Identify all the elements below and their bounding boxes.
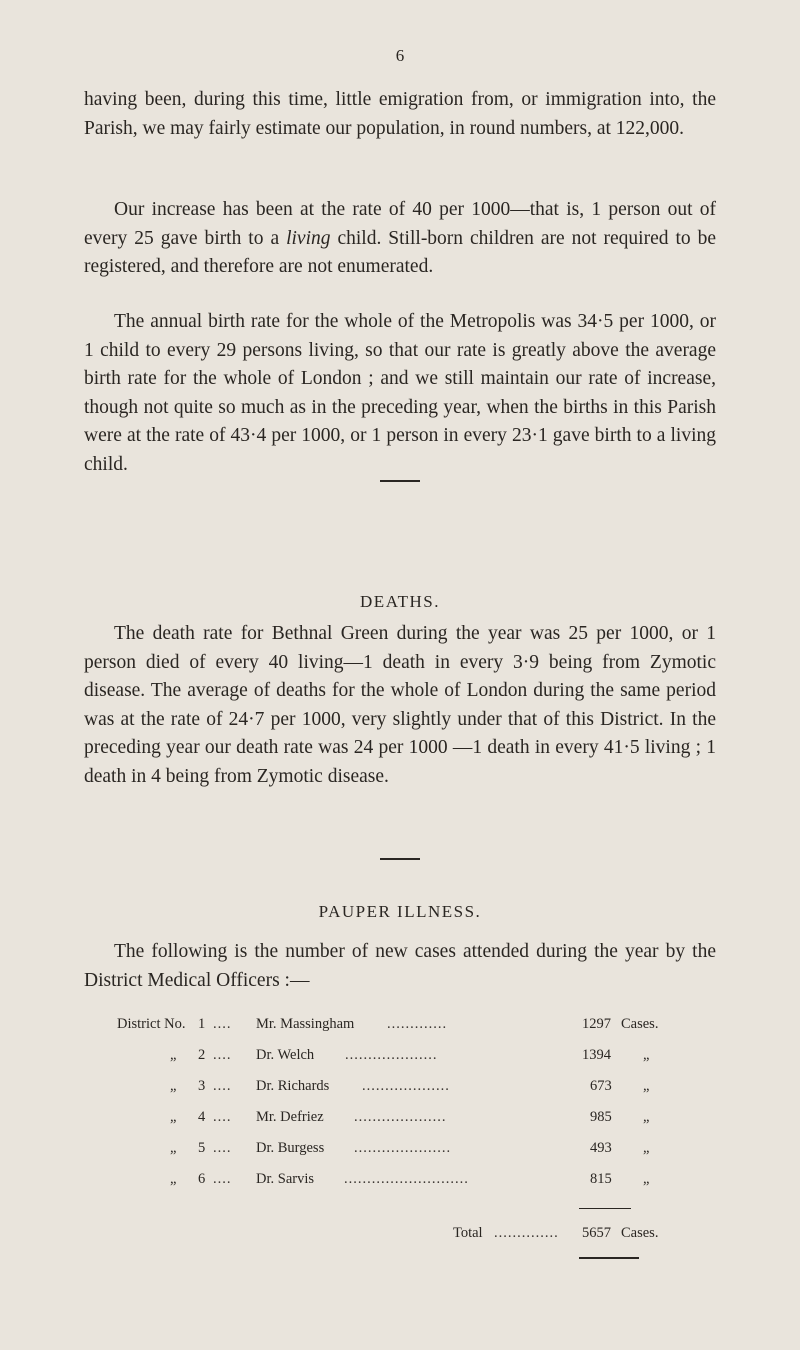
section-divider [380, 480, 420, 482]
district-number: 2 [198, 1047, 206, 1063]
leader-dots: ............. [387, 1016, 448, 1032]
table-row [0, 1109, 800, 1131]
officer-name: Mr. Defriez [256, 1109, 324, 1125]
total-case-count: 5657 [582, 1225, 611, 1241]
paragraph-increase-text-b: child. Still-born children are not required to be registered, and therefore are not enumerated. [84, 227, 716, 277]
leader-dots: ..................... [354, 1140, 452, 1156]
section-divider [380, 858, 420, 860]
total-label: Total [453, 1225, 483, 1241]
leader-dots: .... [213, 1047, 232, 1063]
leader-dots: .... [213, 1109, 232, 1125]
deaths-heading: DEATHS. [360, 592, 440, 611]
paragraph-increase-text-a: Our increase has been at the rate of 40 per 1000—that is, 1 person out of every 25 gave birth to a [84, 199, 716, 249]
leader-dots: .................... [354, 1109, 447, 1125]
paragraph-population: having been, during this time, little emigration from, or immigration into, the Parish, we may fairly estimate our population, in round numbers, at 122,000. [84, 89, 716, 139]
district-number: 5 [198, 1140, 206, 1156]
officer-name: Dr. Welch [256, 1047, 315, 1063]
officer-name: Mr. Massingham [256, 1016, 355, 1032]
page-number: 6 [395, 46, 405, 65]
paragraph-deaths: The death rate for Bethnal Green during the year was 25 per 1000, or 1 person died of every 40 living—1 death in every 3·9 being from Zymotic disease. The average of deaths for the whole of London during the same period was at the rate of 24·7 per 1000, very slightly under that of this District. In the preceding year our death rate was 24 per 1000 —1 death in every 41·5 living ; 1 death in 4 being from Zymotic disease. [84, 623, 716, 787]
ditto-mark: „ [170, 1140, 177, 1156]
case-unit: „ [643, 1140, 650, 1156]
leader-dots: .............. [494, 1225, 559, 1241]
paragraph-increase [84, 196, 716, 282]
leader-dots: .... [213, 1016, 232, 1032]
table-row [0, 1140, 800, 1162]
ditto-mark: „ [170, 1047, 177, 1063]
ditto-mark: „ [170, 1171, 177, 1187]
case-unit: „ [643, 1047, 650, 1063]
ditto-mark: „ [170, 1078, 177, 1094]
case-count: 493 [590, 1140, 612, 1156]
district-number: 3 [198, 1078, 206, 1094]
officer-name: Dr. Richards [256, 1078, 330, 1094]
leader-dots: .... [213, 1140, 232, 1156]
case-count: 985 [590, 1109, 612, 1125]
pauper-illness-heading: PAUPER ILLNESS. [318, 902, 482, 921]
case-unit: „ [643, 1171, 650, 1187]
leader-dots: ........................... [344, 1171, 469, 1187]
total-case-unit: Cases. [621, 1225, 659, 1241]
case-unit: Cases. [621, 1016, 659, 1032]
ditto-mark: „ [170, 1109, 177, 1125]
case-count: 673 [590, 1078, 612, 1094]
table-row [0, 1016, 800, 1038]
table-row [0, 1171, 800, 1193]
case-count: 1297 [582, 1016, 611, 1032]
table-row [0, 1078, 800, 1100]
paragraph-pauper-illness: The following is the number of new cases attended during the year by the District Medical Officers :— [84, 941, 716, 991]
paragraph-increase-italic: living [286, 227, 331, 249]
leader-dots: .... [213, 1078, 232, 1094]
table-row [0, 1047, 800, 1069]
officer-name: Dr. Sarvis [256, 1171, 314, 1187]
district-number: 1 [198, 1016, 206, 1032]
total-rule-top [579, 1208, 631, 1209]
case-count: 1394 [582, 1047, 611, 1063]
case-count: 815 [590, 1171, 612, 1187]
officer-name: Dr. Burgess [256, 1140, 325, 1156]
case-unit: „ [643, 1109, 650, 1125]
district-number: 6 [198, 1171, 206, 1187]
district-number: 4 [198, 1109, 206, 1125]
leader-dots: ................... [362, 1078, 450, 1094]
district-label: District No. [117, 1016, 186, 1032]
case-unit: „ [643, 1078, 650, 1094]
total-row [0, 1225, 800, 1247]
leader-dots: .... [213, 1171, 232, 1187]
leader-dots: .................... [345, 1047, 438, 1063]
paragraph-birth-rate: The annual birth rate for the whole of the Metropolis was 34·5 per 1000, or 1 child to every 29 persons living, so that our rate is greatly above the average birth rate for the whole of London ; and we still maintain our rate of increase, though not quite so much as in the preceding year, when the births in this Parish were at the rate of 43·4 per 1000, or 1 person in every 23·1 gave birth to a living child. [84, 311, 716, 475]
total-rule-bottom [579, 1257, 639, 1259]
